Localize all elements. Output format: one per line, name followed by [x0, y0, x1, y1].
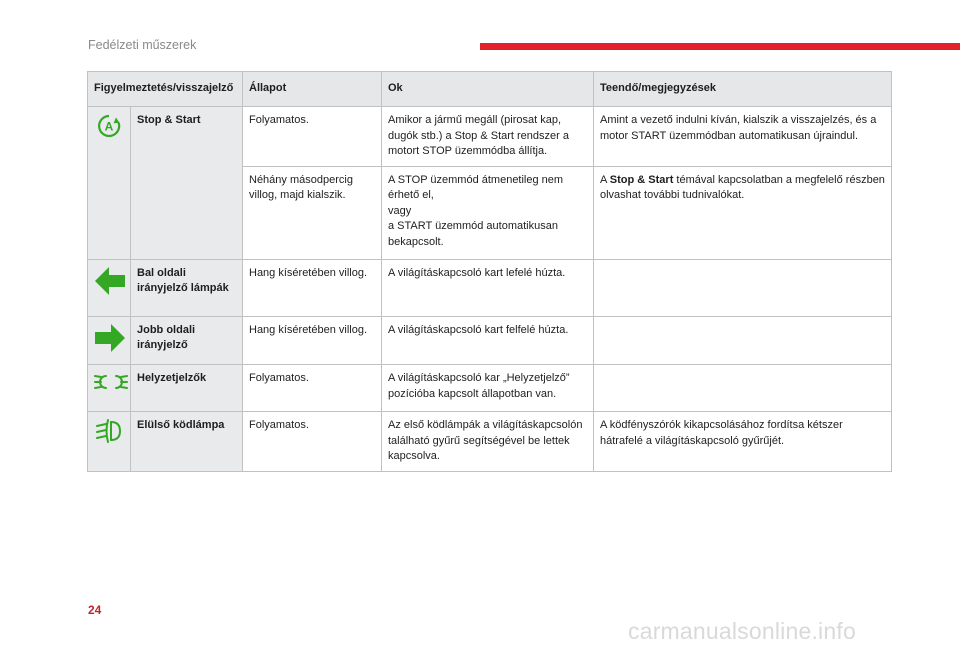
action-cell — [594, 259, 892, 316]
header-warning: Figyelmeztetés/visszajelző — [88, 72, 243, 107]
table-row — [88, 412, 892, 472]
warning-name: Helyzetjelzők — [131, 365, 243, 412]
action-cell: A ködfényszórók kikapcsolásához fordítsa kétszer hátrafelé a világításkapcsoló gyűrűjét. — [594, 412, 892, 472]
state-cell: Néhány másodpercig villog, majd kialszik. — [243, 166, 382, 259]
state-cell: Hang kíséretében villog. — [243, 259, 382, 316]
warning-name: Bal oldali irányjelző lámpák — [131, 259, 243, 316]
icon-cell — [88, 412, 131, 472]
header-state: Állapot — [243, 72, 382, 107]
left-turn-arrow-icon — [94, 266, 126, 302]
state-cell: Hang kíséretében villog. — [243, 316, 382, 365]
parking-lights-icon — [94, 371, 128, 399]
table-row — [88, 316, 892, 365]
action-suffix: témával kapcsolatban a megfelelő részben olvashat további tudnivalókat. — [600, 173, 885, 201]
cause-cell: Az első ködlámpák a világításkapcsolón található gyűrű segítségével be lettek kapcsolva. — [382, 412, 594, 472]
icon-cell — [88, 107, 131, 260]
cause-cell — [382, 166, 594, 259]
icon-cell — [88, 365, 131, 412]
action-cell — [594, 166, 892, 259]
cause-cell: A világításkapcsoló kart lefelé húzta. — [382, 259, 594, 316]
action-cell — [594, 316, 892, 365]
table-row — [88, 107, 892, 167]
cause-cell: A világításkapcsoló kar „Helyzetjelző” pozícióba kapcsolt állapotban van. — [382, 365, 594, 412]
warning-name: Elülső ködlámpa — [131, 412, 243, 472]
warning-name: Jobb oldali irányjelző — [131, 316, 243, 365]
state-cell: Folyamatos. — [243, 412, 382, 472]
table-row — [88, 259, 892, 316]
watermark: carmanualsonline.info — [628, 618, 856, 644]
stop-start-icon — [96, 113, 122, 145]
svg-text:A: A — [104, 119, 114, 134]
icon-cell — [88, 316, 131, 365]
action-prefix: A — [600, 173, 610, 186]
cause-line: vagy — [388, 204, 412, 217]
cause-line: a START üzemmód automatikusan bekapcsolt. — [388, 220, 558, 248]
cause-cell: Amikor a jármű megáll (pirosat kap, dugók stb.) a Stop & Start rendszer a motort STOP üzemmódba állítja. — [382, 107, 594, 167]
header-accent-bar — [480, 43, 960, 50]
state-cell: Folyamatos. — [243, 365, 382, 412]
action-cell — [594, 365, 892, 412]
icon-cell — [88, 259, 131, 316]
action-cell: Amint a vezető indulni kíván, kialszik a visszajelzés, és a motor START üzemmódban automatikusan újraindul. — [594, 107, 892, 167]
section-title: Fedélzeti műszerek — [88, 38, 197, 52]
table-header-row — [88, 72, 892, 107]
state-cell: Folyamatos. — [243, 107, 382, 167]
right-turn-arrow-icon — [94, 323, 126, 359]
cause-cell: A világításkapcsoló kart felfelé húzta. — [382, 316, 594, 365]
table-row — [88, 365, 892, 412]
warning-name: Stop & Start — [131, 107, 243, 260]
header-action: Teendő/megjegyzések — [594, 72, 892, 107]
front-fog-lamp-icon — [94, 418, 124, 450]
header-cause: Ok — [382, 72, 594, 107]
cause-line: A STOP üzemmód átmenetileg nem érhető el, — [388, 173, 564, 201]
action-bold-reference: Stop & Start — [609, 173, 674, 186]
page-number: 24 — [88, 603, 102, 617]
warning-lights-table — [87, 71, 892, 472]
